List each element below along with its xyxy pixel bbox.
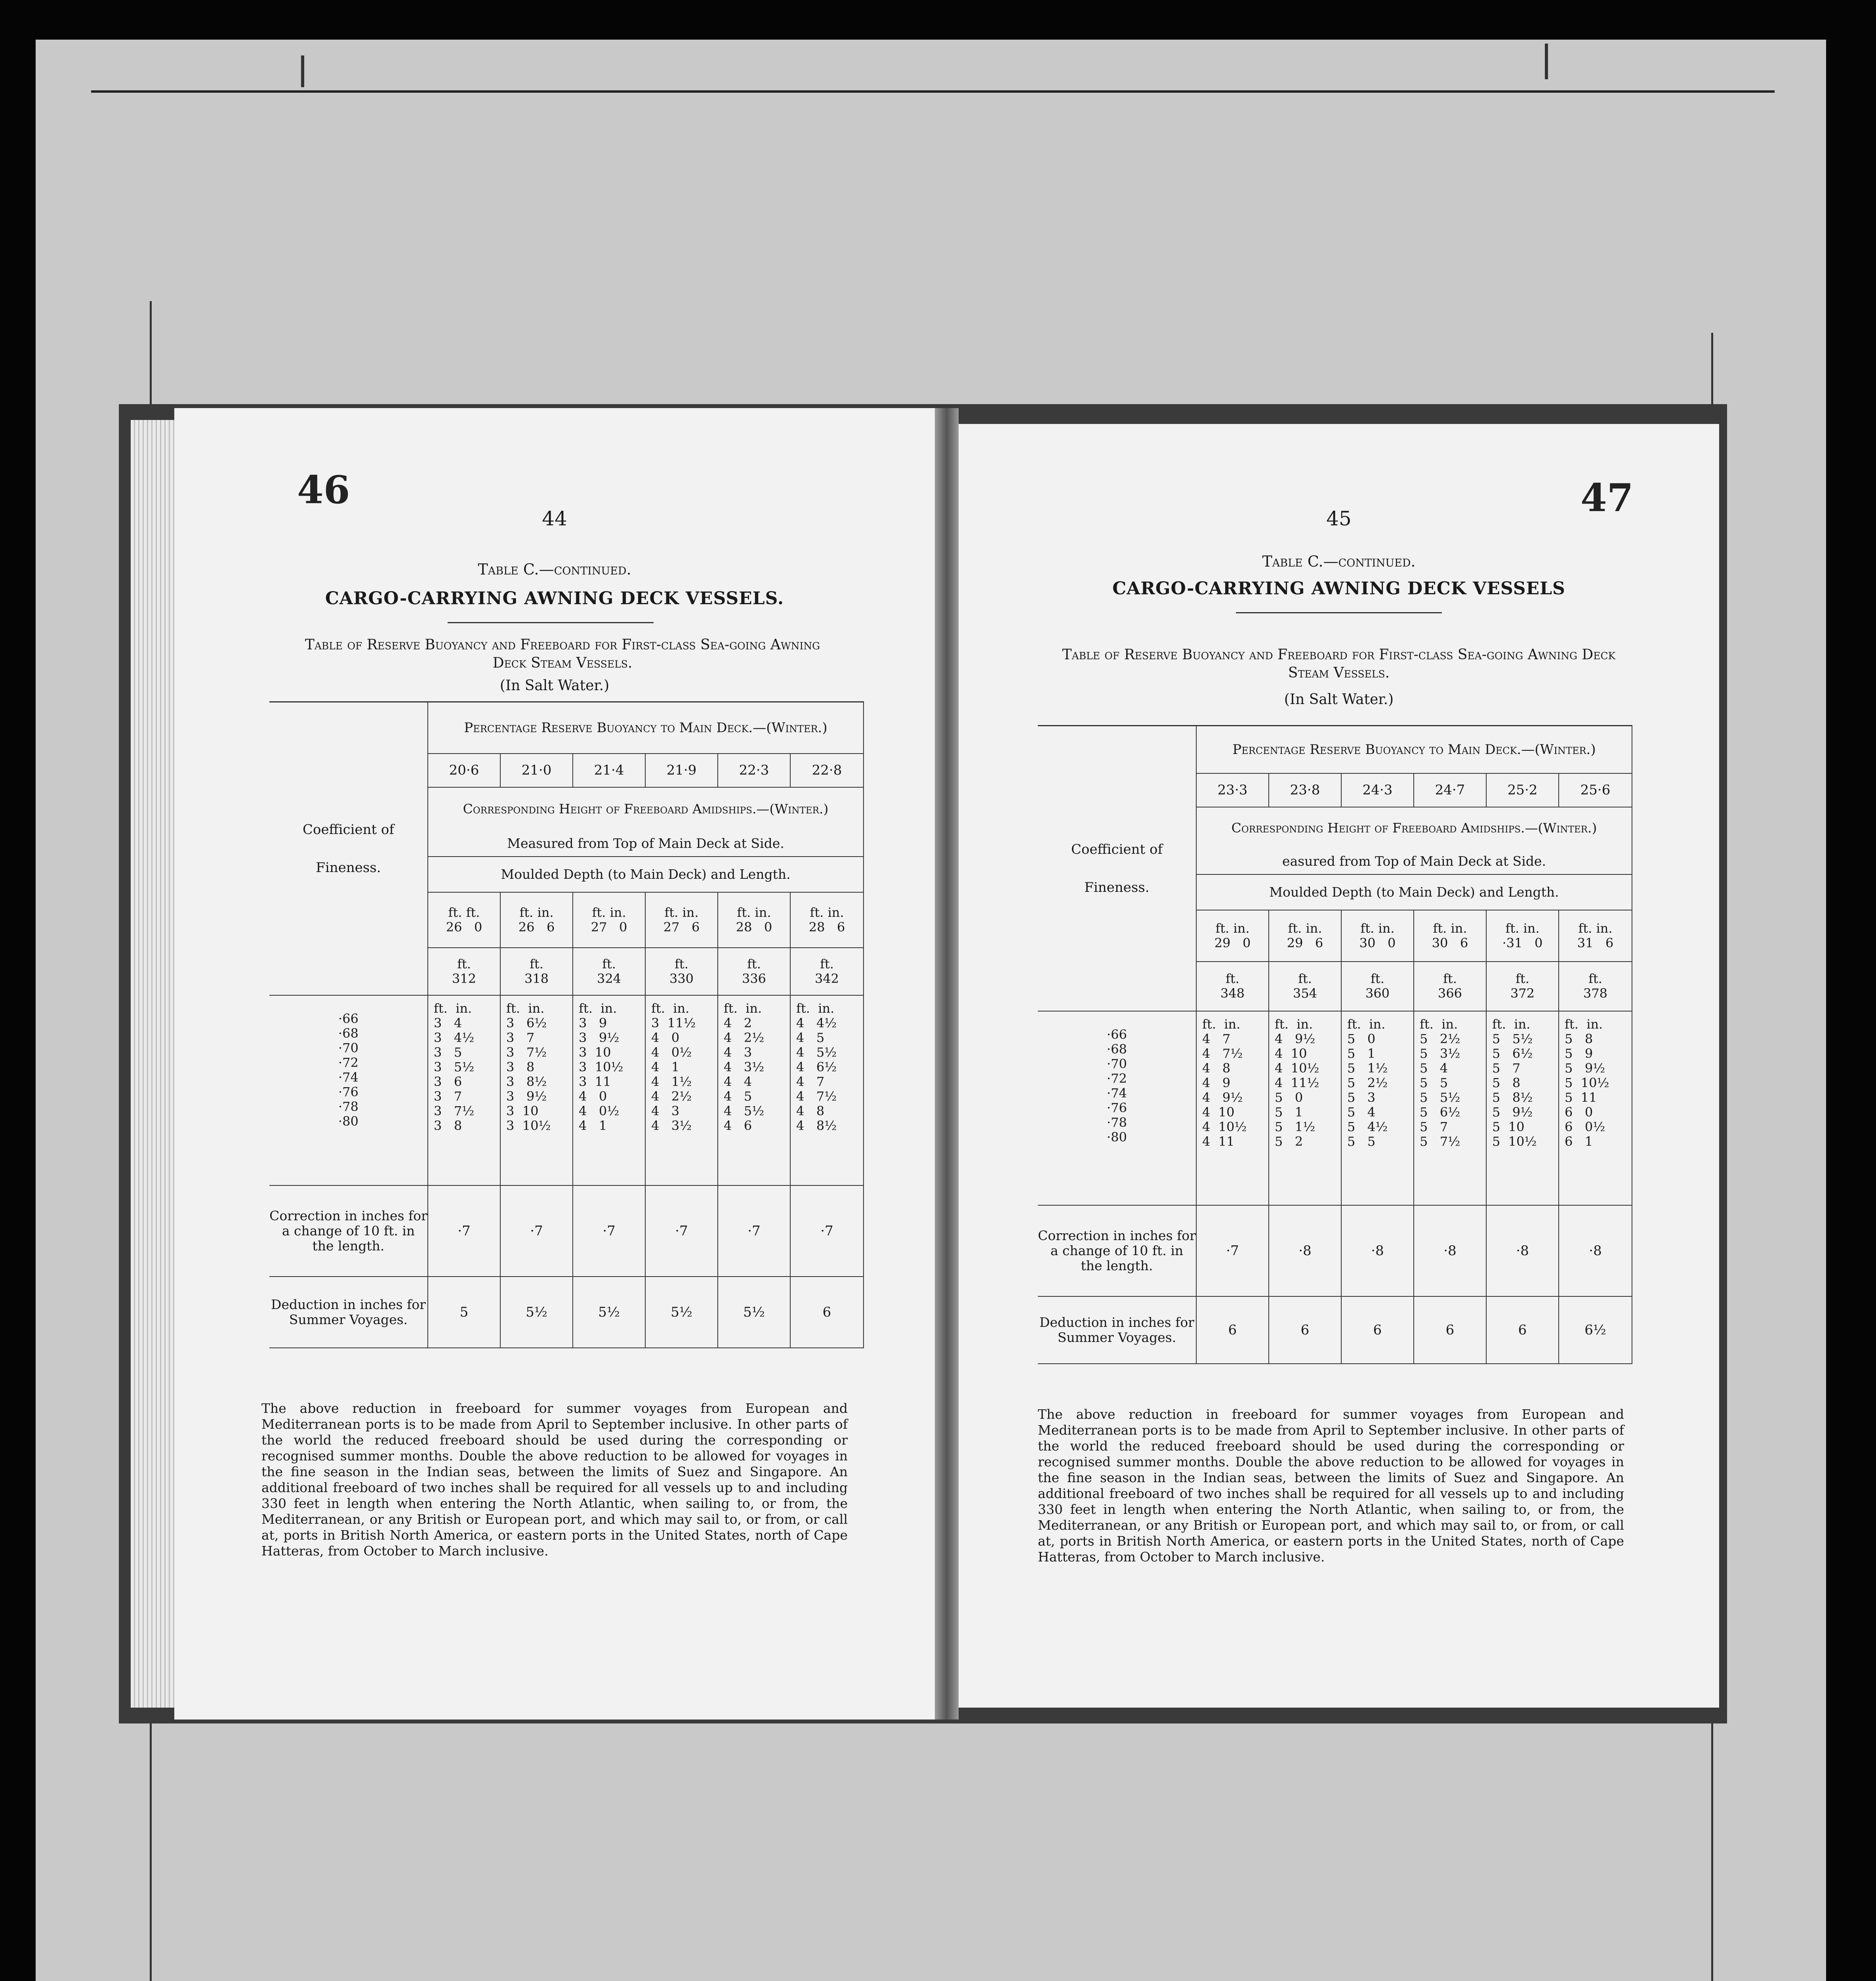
page-edges [131, 420, 178, 1708]
left-coefficient-values: ·66 ·68 ·70 ·72 ·74 ·76 ·78 ·80 [269, 995, 428, 1185]
left-pct-cell: 21·0 [500, 754, 573, 787]
left-height-title: Corresponding Height of Freeboard Amidships.—(Winter.) [428, 787, 864, 831]
left-correction-cell: ·7 [573, 1185, 645, 1277]
left-deduction-row [269, 1277, 864, 1348]
right-page [959, 424, 1719, 1708]
left-deduction-label: Deduction in inches for Summer Voyages. [269, 1277, 428, 1348]
left-length-cell: ft. 318 [500, 948, 573, 995]
right-height-title: Corresponding Height of Freeboard Amidships.—(Winter.) [1196, 807, 1632, 849]
left-depth-cell: ft. ft. 26 0 [428, 892, 500, 948]
right-pct-title: Percentage Reserve Buoyancy to Main Deck.—(Winter.) [1196, 726, 1632, 773]
right-freeboard-row [1038, 1011, 1632, 1205]
right-freeboard-column: ft. in. 5 8 5 9 5 9½ 5 10½ 5 11 6 0 6 0½ 6 1 [1559, 1011, 1632, 1205]
right-deduction-cell: 6½ [1559, 1296, 1632, 1364]
right-pct-cell: 23·8 [1269, 773, 1341, 807]
left-page-number: 44 [542, 507, 567, 530]
left-heading: CARGO-CARRYING AWNING DECK VESSELS. [325, 588, 784, 609]
left-pct-cell: 21·4 [573, 754, 645, 787]
right-heading: CARGO-CARRYING AWNING DECK VESSELS [1112, 578, 1565, 599]
right-deduction-cell: 6 [1414, 1296, 1486, 1364]
right-freeboard-column: ft. in. 4 7 4 7½ 4 8 4 9 4 9½ 4 10 4 10½ 4 11 [1196, 1011, 1269, 1205]
book-gutter [935, 408, 959, 1720]
right-correction-cell: ·8 [1341, 1205, 1414, 1296]
left-pct-title: Percentage Reserve Buoyancy to Main Deck.—(Winter.) [428, 702, 864, 754]
left-measured-note: Measured from Top of Main Deck at Side. [428, 831, 864, 857]
left-pct-cell: 22·8 [790, 754, 864, 787]
left-freeboard-column: ft. in. 3 9 3 9½ 3 10 3 10½ 3 11 4 0 4 0½ 4 1 [573, 995, 645, 1185]
right-deduction-row [1038, 1296, 1632, 1364]
left-length-cell: ft. 324 [573, 948, 645, 995]
left-depth-cell: ft. in. 28 6 [790, 892, 864, 948]
left-stamp-number: 46 [297, 468, 350, 512]
right-correction-cell: ·7 [1196, 1205, 1269, 1296]
left-depth-cell: ft. in. 27 0 [573, 892, 645, 948]
right-depth-title: Moulded Depth (to Main Deck) and Length. [1196, 874, 1632, 910]
right-depth-cell: ft. in. 30 0 [1341, 910, 1414, 962]
left-freeboard-column: ft. in. 4 2 4 2½ 4 3 4 3½ 4 4 4 5 4 5½ 4 6 [718, 995, 790, 1185]
right-pct-cell: 24·3 [1341, 773, 1414, 807]
right-depth-cell: ft. in. 29 0 [1196, 910, 1269, 962]
right-measured-note: easured from Top of Main Deck at Side. [1196, 849, 1632, 874]
left-correction-cell: ·7 [718, 1185, 790, 1277]
left-freeboard-column: ft. in. 3 11½ 4 0 4 0½ 4 1 4 1½ 4 2½ 4 3 4 3½ [645, 995, 718, 1185]
left-coefficient-label: Coefficient of Fineness. [302, 821, 395, 876]
right-correction-cell: ·8 [1559, 1205, 1632, 1296]
left-water-note: (In Salt Water.) [500, 678, 610, 694]
left-depth-title: Moulded Depth (to Main Deck) and Length. [428, 857, 864, 892]
right-water-note: (In Salt Water.) [1284, 691, 1394, 708]
right-depth-cell: ft. in. 30 6 [1414, 910, 1486, 962]
right-freeboard-table [1038, 725, 1632, 1364]
left-heading-divider [448, 622, 654, 623]
right-depth-cell: ft. in. ·31 0 [1486, 910, 1559, 962]
right-subheading: Table of Reserve Buoyancy and Freeboard for First-class Sea-going Awning Deck Steam Vessels. [1062, 647, 1616, 681]
left-length-cell: ft. 330 [645, 948, 718, 995]
left-deduction-cell: 5½ [500, 1277, 573, 1348]
right-freeboard-column: ft. in. 5 0 5 1 5 1½ 5 2½ 5 3 5 4 5 4½ 5 5 [1341, 1011, 1414, 1205]
right-correction-cell: ·8 [1269, 1205, 1341, 1296]
left-subheading: Table of Reserve Buoyancy and Freeboard for First-class Sea-going Awning Deck Steam Vessels. [305, 637, 820, 671]
right-length-cell: ft. 348 [1196, 962, 1269, 1011]
left-paragraph: The above reduction in freeboard for summer voyages from European and Mediterranean ports is to be made from April to September inclusive. In other parts of the world the reduced freeboard should be used during the corresponding or recognised summer months. Double the above reduction to be allowed for voyages in the fine season in the Indian seas, between the limits of Suez and Singapore. An additional freeboard of two inches shall be required for all vessels up to and including 330 feet in length when entering the North Atlantic, when sailing to, or from, the Mediterranean, or any British or European port, and which may sail to, or from, or call at, ports in British North America, or eastern ports in the United States, north of Cape Hatteras, from October to March inclusive. [261, 1401, 848, 1559]
left-deduction-cell: 6 [790, 1277, 864, 1348]
left-depth-cell: ft. in. 26 6 [500, 892, 573, 948]
right-length-cell: ft. 354 [1269, 962, 1341, 1011]
right-pct-cell: 25·6 [1559, 773, 1632, 807]
left-deduction-cell: 5½ [718, 1277, 790, 1348]
right-heading-divider [1236, 612, 1442, 613]
right-freeboard-column: ft. in. 5 2½ 5 3½ 5 4 5 5 5 5½ 5 6½ 5 7 5 7½ [1414, 1011, 1486, 1205]
left-depth-cell: ft. in. 28 0 [718, 892, 790, 948]
left-pct-cell: 21·9 [645, 754, 718, 787]
left-correction-cell: ·7 [790, 1185, 864, 1277]
left-table-label: Table C.—continued. [478, 561, 631, 578]
left-depth-cell: ft. in. 27 6 [645, 892, 718, 948]
right-deduction-cell: 6 [1341, 1296, 1414, 1364]
right-deduction-cell: 6 [1269, 1296, 1341, 1364]
left-freeboard-table [269, 701, 864, 1348]
right-correction-cell: ·8 [1414, 1205, 1486, 1296]
right-length-cell: ft. 360 [1341, 962, 1414, 1011]
left-correction-cell: ·7 [500, 1185, 573, 1277]
right-pct-cell: 25·2 [1486, 773, 1559, 807]
right-depth-cell: ft. in. 29 6 [1269, 910, 1341, 962]
left-deduction-cell: 5½ [573, 1277, 645, 1348]
right-coefficient-label: Coefficient of Fineness. [1071, 841, 1163, 895]
right-correction-row [1038, 1205, 1632, 1296]
left-freeboard-column: ft. in. 3 4 3 4½ 3 5 3 5½ 3 6 3 7 3 7½ 3 8 [428, 995, 500, 1185]
right-correction-label: Correction in inches for a change of 10 ft. in the length. [1038, 1205, 1196, 1296]
right-length-cell: ft. 366 [1414, 962, 1486, 1011]
left-pct-cell: 20·6 [428, 754, 500, 787]
right-stamp-number: 47 [1580, 475, 1634, 520]
right-deduction-label: Deduction in inches for Summer Voyages. [1038, 1296, 1196, 1364]
left-page [174, 408, 935, 1720]
left-pct-cell: 22·3 [718, 754, 790, 787]
right-coefficient-header [1038, 726, 1196, 1011]
right-deduction-cell: 6 [1196, 1296, 1269, 1364]
right-correction-cell: ·8 [1486, 1205, 1559, 1296]
right-deduction-cell: 6 [1486, 1296, 1559, 1364]
left-correction-cell: ·7 [645, 1185, 718, 1277]
left-deduction-cell: 5½ [645, 1277, 718, 1348]
right-freeboard-column: ft. in. 5 5½ 5 6½ 5 7 5 8 5 8½ 5 9½ 5 10 5 10½ [1486, 1011, 1559, 1205]
right-table-label: Table C.—continued. [1262, 553, 1416, 570]
right-pct-cell: 23·3 [1196, 773, 1269, 807]
left-length-cell: ft. 342 [790, 948, 864, 995]
right-pct-cell: 24·7 [1414, 773, 1486, 807]
left-deduction-cell: 5 [428, 1277, 500, 1348]
top-tick-left [301, 55, 304, 87]
left-length-cell: ft. 336 [718, 948, 790, 995]
right-coefficient-values: ·66 ·68 ·70 ·72 ·74 ·76 ·78 ·80 [1038, 1011, 1196, 1205]
right-length-cell: ft. 378 [1559, 962, 1632, 1011]
left-length-cell: ft. 312 [428, 948, 500, 995]
right-depth-cell: ft. in. 31 6 [1559, 910, 1632, 962]
left-freeboard-column: ft. in. 4 4½ 4 5 4 5½ 4 6½ 4 7 4 7½ 4 8 4 8½ [790, 995, 864, 1185]
right-length-cell: ft. 372 [1486, 962, 1559, 1011]
left-freeboard-column: ft. in. 3 6½ 3 7 3 7½ 3 8 3 8½ 3 9½ 3 10 3 10½ [500, 995, 573, 1185]
left-correction-row [269, 1185, 864, 1277]
top-tick-right [1545, 44, 1548, 79]
left-correction-label: Correction in inches for a change of 10 ft. in the length. [269, 1185, 428, 1277]
right-freeboard-column: ft. in. 4 9½ 4 10 4 10½ 4 11½ 5 0 5 1 5 1½ 5 2 [1269, 1011, 1341, 1205]
right-page-number: 45 [1326, 507, 1352, 530]
right-paragraph: The above reduction in freeboard for summer voyages from European and Mediterranean ports is to be made from April to September inclusive. In other parts of the world the reduced freeboard should be used during the corresponding or recognised summer months. Double the above reduction to be allowed for voyages in the fine season in the Indian seas, between the limits of Suez and Singapore. An additional freeboard of two inches shall be required for all vessels up to and including 330 feet in length when entering the North Atlantic, when sailing to, or from, the Mediterranean, or any British or European port, and which may sail to, or from, or call at, ports in British North America, or eastern ports in the United States, north of Cape Hatteras, from October to March inclusive. [1038, 1407, 1624, 1565]
top-rule [91, 90, 1775, 93]
left-correction-cell: ·7 [428, 1185, 500, 1277]
left-coefficient-header [269, 702, 428, 995]
left-freeboard-row [269, 995, 864, 1185]
